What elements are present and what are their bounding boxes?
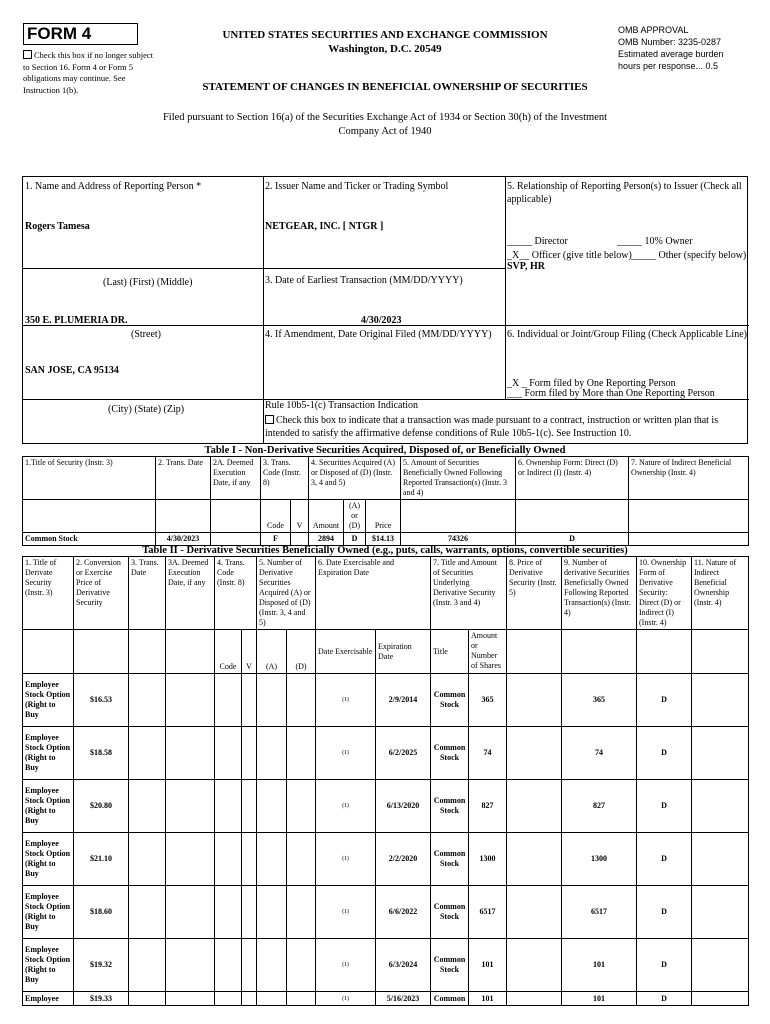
t2-sub-a: (A)	[257, 630, 287, 674]
t2-h9: 9. Number of derivative Securities Beneficially Owned Following Reported Transaction(s) (Instr. 4)	[562, 557, 637, 630]
t2-sub-title: Title	[431, 630, 469, 674]
t2-row-expiration: 2/2/2020	[376, 833, 431, 886]
t2-row-owned: 6517	[562, 886, 637, 939]
t2-row-price: $18.60	[74, 886, 129, 939]
t2-row-form: D	[637, 727, 692, 780]
t2-sub-code: Code	[215, 630, 242, 674]
t2-h10: 10. Ownership Form of Derivative Security: Direct (D) or Indirect (I) (Instr. 4)	[637, 557, 692, 630]
t2-h11: 11. Nature of Indirect Beneficial Ownership (Instr. 4)	[692, 557, 749, 630]
t2-row-title: Employee Stock Option (Right to Buy	[23, 833, 74, 886]
t2-row-exercisable: (1)	[316, 886, 376, 939]
t2-row-amount: 365	[469, 674, 507, 727]
t2-row-amount: 74	[469, 727, 507, 780]
t2-row-amount: 6517	[469, 886, 507, 939]
t2-row-amount: 827	[469, 780, 507, 833]
table-row	[23, 727, 749, 780]
t1-h3: 3. Trans. Code (Instr. 8)	[261, 457, 309, 500]
no-longer-subject-label: Check this box if no longer subject to Section 16. Form 4 or Form 5 obligations may continue. See Instruction 1(b).	[23, 50, 153, 95]
t2-h1: 1. Title of Derivate Security (Instr. 3)	[23, 557, 74, 630]
t2-h3a: 3A. Deemed Execution Date, if any	[166, 557, 215, 630]
table1-title: Table I - Non-Derivative Securities Acquired, Disposed of, or Beneficially Owned	[204, 445, 566, 456]
t1-sub-code: Code	[261, 500, 291, 533]
t2-row-form: D	[637, 939, 692, 992]
t1-h2: 2. Trans. Date	[156, 457, 211, 500]
label-earliest-date: 3. Date of Earliest Transaction (MM/DD/YYYY)	[265, 275, 463, 286]
reporting-name: Rogers Tamesa	[25, 221, 90, 232]
rel-officer: _X__ Officer (give title below)	[507, 250, 632, 261]
derivative-table	[22, 556, 749, 1006]
t2-row-underlying: Common Stock	[431, 727, 469, 780]
t2-row-title: Employee Stock Option (Right to Buy	[23, 780, 74, 833]
t2-row-underlying: Common Stock	[431, 780, 469, 833]
rel-other: _____ Other (specify below)	[631, 250, 747, 261]
omb-line-3: Estimated average burden	[618, 49, 724, 59]
form-title: FORM 4	[23, 23, 138, 45]
table-row	[23, 674, 749, 727]
agency-city: Washington, D.C. 20549	[328, 43, 442, 55]
t2-row-form: D	[637, 886, 692, 939]
t2-row-form: D	[637, 992, 692, 1006]
t2-row-expiration: 6/2/2025	[376, 727, 431, 780]
t2-row-price: $16.53	[74, 674, 129, 727]
t2-row-expiration: 6/6/2022	[376, 886, 431, 939]
reporting-person-grid	[22, 176, 748, 444]
t2-row-price: $20.80	[74, 780, 129, 833]
t1-row-price: $14.13	[366, 533, 401, 546]
t2-row-expiration: 6/3/2024	[376, 939, 431, 992]
t2-row-exercisable: (1)	[316, 727, 376, 780]
table-row	[23, 780, 749, 833]
t2-row-price: $18.58	[74, 727, 129, 780]
t2-row-underlying: Common	[431, 992, 469, 1006]
t2-h6: 6. Date Exercisable and Expiration Date	[316, 557, 431, 630]
t2-sub-exercisable: Date Exercisable	[316, 630, 376, 674]
t2-h3: 3. Trans. Date	[129, 557, 166, 630]
label-street: (Street)	[131, 329, 161, 340]
omb-line-4: hours per response... 0.5	[618, 61, 719, 71]
t2-row-amount: 1300	[469, 833, 507, 886]
label-reporting-name: 1. Name and Address of Reporting Person *	[25, 181, 202, 192]
t2-row-expiration: 6/13/2020	[376, 780, 431, 833]
omb-approval	[618, 24, 763, 72]
t2-row-title: Employee Stock Option (Right to Buy	[23, 674, 74, 727]
table-row	[23, 939, 749, 992]
t1-row-owned: 74326	[401, 533, 516, 546]
t1-h1: 1.Title of Security (Instr. 3)	[23, 457, 156, 500]
t2-row-exercisable: (1)	[316, 780, 376, 833]
t2-h2: 2. Conversion or Exercise Price of Derivative Security	[74, 557, 129, 630]
t2-row-underlying: Common Stock	[431, 939, 469, 992]
label-filing: 6. Individual or Joint/Group Filing (Check Applicable Line)	[507, 329, 747, 340]
t1-row-date: 4/30/2023	[156, 533, 211, 546]
table-row	[23, 833, 749, 886]
table-row	[23, 886, 749, 939]
statement-title: STATEMENT OF CHANGES IN BENEFICIAL OWNERSHIP OF SECURITIES	[202, 81, 588, 93]
agency-heading	[180, 28, 590, 56]
rule-checkbox-row	[265, 414, 747, 440]
rel-10-percent: _____ 10% Owner	[617, 236, 693, 247]
t2-row-expiration: 5/16/2023	[376, 992, 431, 1006]
t2-row-exercisable: (1)	[316, 939, 376, 992]
t1-sub-price: Price	[366, 500, 401, 533]
t1-row-aord: D	[344, 533, 366, 546]
t2-h5: 5. Number of Derivative Securities Acquired (A) or Disposed of (D) (Instr. 3, 4 and 5)	[257, 557, 316, 630]
t2-row-underlying: Common Stock	[431, 674, 469, 727]
non-derivative-table	[22, 456, 749, 546]
no-longer-subject-checkbox[interactable]	[23, 50, 32, 59]
omb-line-1: OMB APPROVAL	[618, 25, 689, 35]
t2-row-price: $19.32	[74, 939, 129, 992]
t2-row-form: D	[637, 674, 692, 727]
filed-pursuant: Filed pursuant to Section 16(a) of the Securities Exchange Act of 1934 or Section 30(h) of the Investment Company Act of 1940	[162, 112, 608, 137]
t2-row-expiration: 2/9/2014	[376, 674, 431, 727]
city-value: SAN JOSE, CA 95134	[25, 365, 119, 376]
t1-h7: 7. Nature of Indirect Beneficial Ownership (Instr. 4)	[629, 457, 749, 500]
t2-row-form: D	[637, 780, 692, 833]
t2-sub-expiration: Expiration Date	[376, 630, 431, 674]
t1-sub-amount: Amount	[309, 500, 344, 533]
rule-title: Rule 10b5-1(c) Transaction Indication	[265, 400, 419, 411]
t1-h2a: 2A. Deemed Execution Date, if any	[211, 457, 261, 500]
t2-row-title: Employee Stock Option (Right to Buy	[23, 939, 74, 992]
street-value: 350 E. PLUMERIA DR.	[25, 315, 128, 326]
filing-more: ___ Form filed by More than One Reporting Person	[507, 388, 715, 399]
label-city-state-zip: (City) (State) (Zip)	[108, 404, 185, 415]
t2-sub-amount: Amount or Number of Shares	[469, 630, 507, 674]
label-issuer: 2. Issuer Name and Ticker or Trading Symbol	[265, 181, 449, 192]
omb-line-2: OMB Number: 3235-0287	[618, 37, 722, 47]
t2-sub-v: V	[242, 630, 257, 674]
t2-h4: 4. Trans. Code (Instr. 8)	[215, 557, 257, 630]
label-relationship: 5. Relationship of Reporting Person(s) to Issuer (Check all applicable)	[507, 181, 742, 205]
t2-row-owned: 365	[562, 674, 637, 727]
t2-row-price: $21.10	[74, 833, 129, 886]
filing-one: _X _ Form filed by One Reporting Person	[507, 378, 676, 389]
t1-h5: 5. Amount of Securities Beneficially Owned Following Reported Transaction(s) (Instr. 3 and 4)	[401, 457, 516, 500]
t2-row-amount: 101	[469, 992, 507, 1006]
t2-row-title: Employee	[23, 992, 74, 1006]
t2-row-exercisable: (1)	[316, 833, 376, 886]
t2-row-exercisable: (1)	[316, 992, 376, 1006]
label-amendment: 4. If Amendment, Date Original Filed (MM/DD/YYYY)	[265, 329, 492, 340]
rule-text: Check this box to indicate that a transaction was made pursuant to a contract, instruction or written plan that is intended to satisfy the affirmative defense conditions of Rule 10b5-1(c). See Instruction 10.	[265, 415, 719, 439]
t2-h7: 7. Title and Amount of Securities Underlying Derivative Security (Instr. 3 and 4)	[431, 557, 507, 630]
officer-title: SVP, HR	[507, 261, 545, 272]
rel-director: _____ Director	[507, 236, 568, 247]
agency-name: UNITED STATES SECURITIES AND EXCHANGE COMMISSION	[222, 29, 548, 41]
t2-row-form: D	[637, 833, 692, 886]
no-longer-subject-note	[23, 50, 158, 96]
t2-row-underlying: Common Stock	[431, 833, 469, 886]
t2-row-title: Employee Stock Option (Right to Buy	[23, 886, 74, 939]
t2-row-owned: 1300	[562, 833, 637, 886]
table-row	[23, 533, 749, 546]
label-last-first-middle: (Last) (First) (Middle)	[103, 277, 193, 288]
table-row	[23, 992, 749, 1006]
t2-row-owned: 74	[562, 727, 637, 780]
rule-10b5-checkbox[interactable]	[265, 415, 274, 424]
t1-h6: 6. Ownership Form: Direct (D) or Indirect (I) (Instr. 4)	[516, 457, 629, 500]
t2-row-owned: 827	[562, 780, 637, 833]
t2-row-title: Employee Stock Option (Right to Buy	[23, 727, 74, 780]
t1-row-amount: 2894	[309, 533, 344, 546]
t2-row-owned: 101	[562, 992, 637, 1006]
t2-row-price: $19.33	[74, 992, 129, 1006]
t2-row-amount: 101	[469, 939, 507, 992]
t1-row-code: F	[261, 533, 291, 546]
table2-title: Table II - Derivative Securities Beneficially Owned (e.g., puts, calls, warrants, options, convertible securities)	[142, 545, 628, 556]
t1-row-form: D	[516, 533, 629, 546]
t1-sub-aord: (A) or (D)	[344, 500, 366, 533]
t1-h4: 4. Securities Acquired (A) or Disposed of (D) (Instr. 3, 4 and 5)	[309, 457, 401, 500]
t2-row-underlying: Common Stock	[431, 886, 469, 939]
t2-sub-d: (D)	[287, 630, 316, 674]
t1-sub-v: V	[291, 500, 309, 533]
t2-row-owned: 101	[562, 939, 637, 992]
earliest-date: 4/30/2023	[361, 315, 402, 326]
t2-row-exercisable: (1)	[316, 674, 376, 727]
t2-h8: 8. Price of Derivative Security (Instr. 5)	[507, 557, 562, 630]
rule-10b5-section	[265, 399, 747, 440]
issuer-name: NETGEAR, INC. [ NTGR ]	[265, 221, 384, 232]
t1-row-title: Common Stock	[23, 533, 156, 546]
